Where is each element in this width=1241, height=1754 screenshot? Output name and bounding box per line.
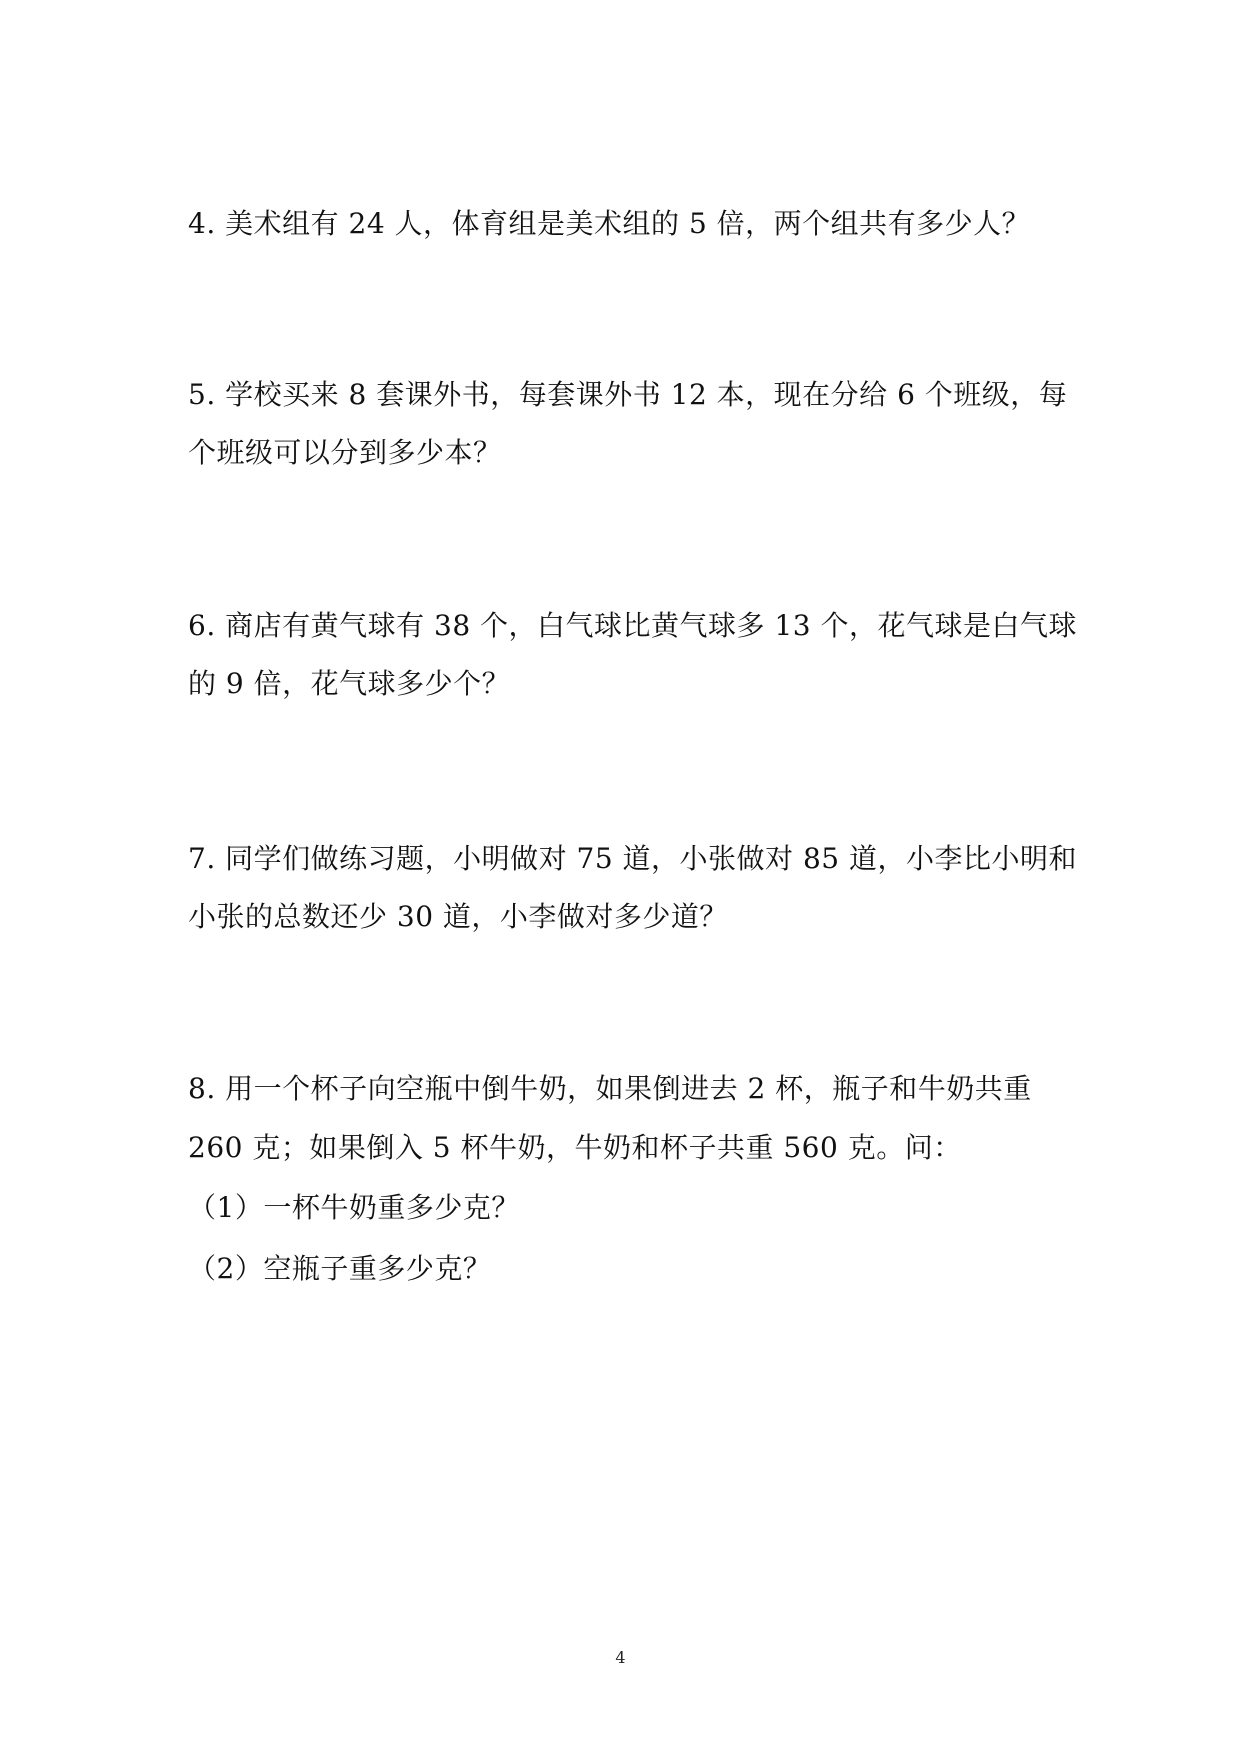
question-6-text-1: 商店有黄气球有 38 个，白气球比黄气球多 13 个，花气球是白气球 (225, 609, 1077, 642)
question-8-subquestion-2-text: （2）空瓶子重多少克？ (188, 1252, 492, 1285)
question-5-line-1 (188, 375, 1068, 415)
question-8-subquestion-2 (188, 1249, 1068, 1289)
question-7-line-2 (188, 897, 1068, 937)
question-5-text-1: 学校买来 8 套课外书，每套课外书 12 本，现在分给 6 个班级，每 (225, 378, 1068, 411)
question-8-number: 8. (188, 1072, 216, 1105)
question-8-subquestion-1 (188, 1188, 1068, 1228)
question-5-number: 5. (188, 378, 216, 411)
question-8-subquestion-1-text: （1）一杯牛奶重多少克？ (188, 1191, 520, 1224)
question-6-number: 6. (188, 609, 216, 642)
question-7-text-1: 同学们做练习题，小明做对 75 道，小张做对 85 道，小李比小明和 (225, 842, 1077, 875)
question-8-text-2: 260 克；如果倒入 5 杯牛奶，牛奶和杯子共重 560 克。问： (188, 1131, 962, 1164)
question-7-text-2: 小张的总数还少 30 道，小李做对多少道？ (188, 900, 728, 933)
question-6-line-2 (188, 664, 1068, 704)
question-5-line-2 (188, 433, 1068, 473)
question-8-text-1: 用一个杯子向空瓶中倒牛奶，如果倒进去 2 杯，瓶子和牛奶共重 (225, 1072, 1032, 1105)
question-4-text: 美术组有 24 人，体育组是美术组的 5 倍，两个组共有多少人？ (225, 207, 1031, 240)
question-8-line-1 (188, 1069, 1068, 1109)
question-6-text-2: 的 9 倍，花气球多少个？ (188, 667, 511, 700)
question-7-number: 7. (188, 842, 216, 875)
question-8-line-2 (188, 1128, 1068, 1168)
question-4-number: 4. (188, 207, 216, 240)
question-4-line-1 (188, 204, 1068, 244)
question-7-line-1 (188, 839, 1077, 879)
question-5-text-2: 个班级可以分到多少本？ (188, 436, 502, 469)
page-number: 4 (615, 1648, 626, 1667)
question-6-line-1 (188, 606, 1077, 646)
